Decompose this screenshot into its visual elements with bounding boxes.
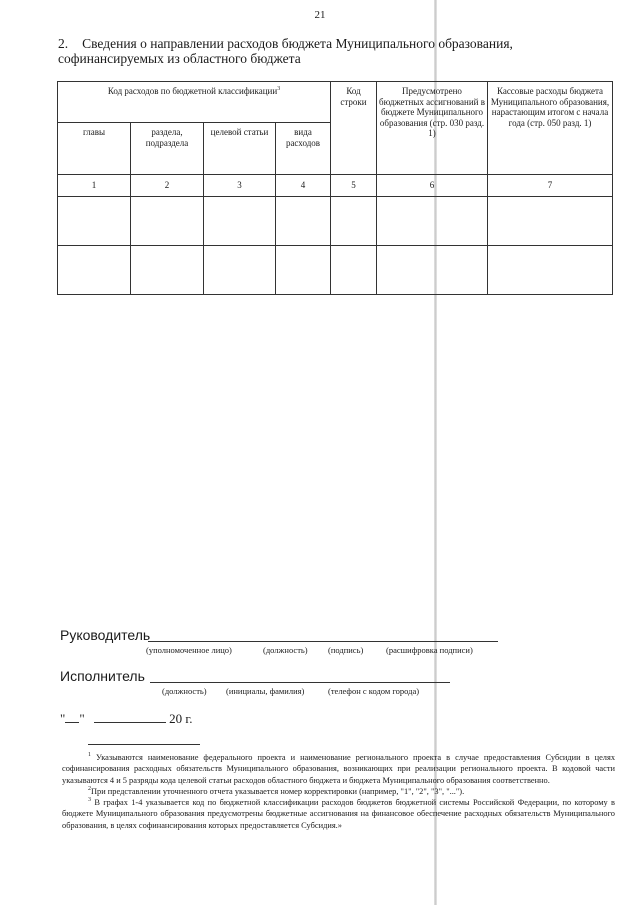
caption-signature-decoding: (расшифровка подписи) [386, 645, 473, 655]
column-number: 3 [204, 175, 276, 197]
executor-label: Исполнитель [60, 668, 145, 684]
section-heading [58, 36, 614, 66]
table-cell[interactable] [488, 197, 613, 246]
date-month-field[interactable] [94, 710, 166, 723]
caption-executor-position: (должность) [162, 686, 207, 696]
table-cell[interactable] [58, 197, 131, 246]
table-cell[interactable] [377, 197, 488, 246]
date-quote-open: " [60, 711, 66, 726]
caption-position: (должность) [263, 645, 308, 655]
footnote-text: В графах 1-4 указывается код по бюджетной классификации расходов бюджетов бюджетной системы Российской Федерации, по которому в бюджете Муниципального образования предусмотрены бюджетные ассигнования на финансовое обеспечение расходных обязательств Муниципального образования, в целях софинансирования которых предоставляется Субсидия.» [62, 798, 615, 830]
date-quote-close: " [79, 711, 85, 726]
footnotes [62, 752, 615, 831]
expenses-table [57, 81, 613, 295]
footnote-mark: 3 [277, 86, 281, 92]
head-signature-block [60, 627, 620, 645]
caption-initials-surname: (инициалы, фамилия) [226, 686, 305, 696]
table-cell[interactable] [204, 246, 276, 295]
footnote-1 [62, 752, 615, 786]
header-budget-classification: Код расходов по бюджетной классификации$^3$ [58, 82, 331, 123]
caption-phone: (телефон с кодом города) [328, 686, 420, 696]
table-cell[interactable] [331, 197, 377, 246]
table-cell[interactable] [331, 246, 377, 295]
executor-signature-block [60, 668, 620, 686]
date-year: 20 г. [169, 711, 193, 726]
table-cell[interactable] [276, 246, 331, 295]
footnote-mark: 3 [88, 797, 91, 804]
date-day-field[interactable] [65, 710, 79, 723]
subheader-section: раздела, подраздела [131, 123, 204, 175]
caption-signature: (подпись) [328, 645, 364, 655]
section-title: Сведения о направлении расходов бюджета Муниципального образования, софинансируемых из областного бюджета [58, 36, 513, 66]
executor-signature-line[interactable] [150, 682, 450, 683]
table-cell[interactable] [58, 246, 131, 295]
table-cell[interactable] [276, 197, 331, 246]
section-number: 2. [58, 36, 69, 51]
footnote-3 [62, 797, 615, 831]
page-number: 21 [314, 9, 326, 21]
header-line-code: Код строки [331, 82, 377, 175]
head-label: Руководитель [60, 627, 151, 643]
column-numbers-row [58, 175, 613, 197]
footnote-mark: 1 [88, 752, 91, 759]
table-cell[interactable] [131, 246, 204, 295]
header-planned-allocations: Предусмотрено бюджетных ассигнований в бюджете Муниципального образования (стр. 030 разд. 1) [377, 82, 488, 175]
footnote-text: Указываются наименование федерального проекта и наименование регионального проекта в случае предоставления Субсидии в целях софинансирования расходных обязательств Муниципального образования, возникающих при реализации регионального проекта. В кодовой части указываются 4 и 5 разряды кода целевой статьи расходов областного бюджета и бюджета Муниципального образования соответственно. [62, 753, 616, 785]
header-cash-expenses: Кассовые расходы бюджета Муниципального образования, нарастающим итогом с начала года (стр. 050 разд. 1) [488, 82, 613, 175]
table-cell[interactable] [204, 197, 276, 246]
head-signature-line[interactable] [148, 641, 498, 642]
caption-authorized-person: (уполномоченное лицо) [146, 645, 232, 655]
subheader-chapter: главы [58, 123, 131, 175]
column-number: 5 [331, 175, 377, 197]
table-cell[interactable] [488, 246, 613, 295]
column-number: 1 [58, 175, 131, 197]
table-cell[interactable] [377, 246, 488, 295]
table-cell[interactable] [131, 197, 204, 246]
footnote-separator [88, 744, 200, 745]
column-number: 6 [377, 175, 488, 197]
footnote-mark: 2 [88, 786, 91, 793]
date-line [60, 710, 193, 727]
column-number: 7 [488, 175, 613, 197]
footnote-text: При представлении уточненного отчета указывается номер корректировки (например, "1", "2", "3", "..."). [91, 786, 465, 796]
subheader-expense-type: вида расходов [276, 123, 331, 175]
table-row [58, 246, 613, 295]
footnote-2 [62, 786, 615, 797]
column-number: 4 [276, 175, 331, 197]
column-number: 2 [131, 175, 204, 197]
subheader-target-article: целевой статьи [204, 123, 276, 175]
table-row [58, 197, 613, 246]
